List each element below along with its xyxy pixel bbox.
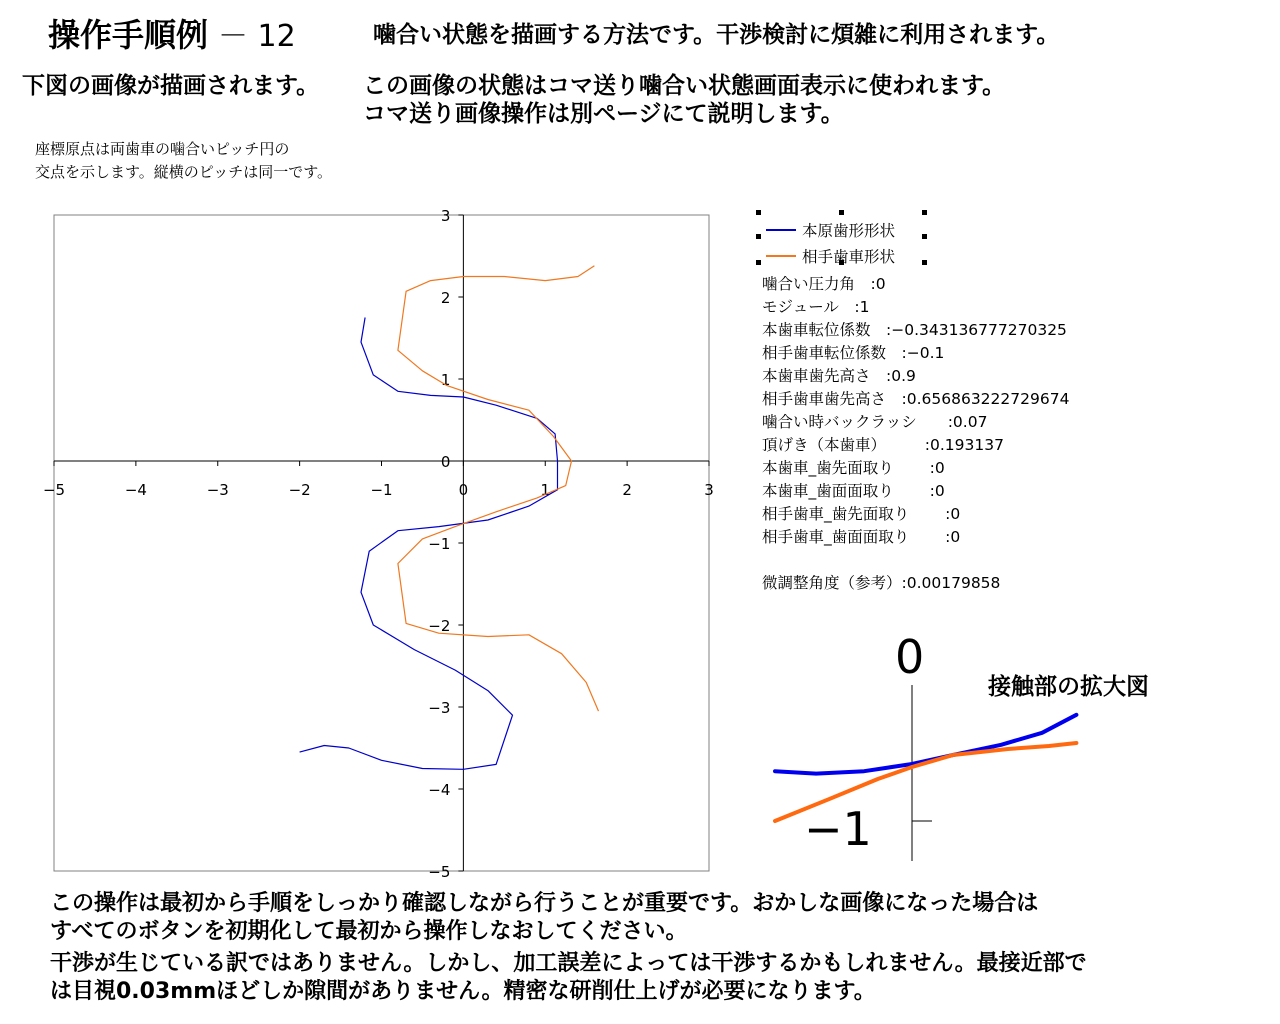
legend-line-base xyxy=(766,229,796,231)
legend-label-mate: 相手歯車形状 xyxy=(802,248,896,266)
param-module: モジュール :1 xyxy=(762,298,870,316)
y-tick-label: 0 xyxy=(440,453,451,471)
footer-p1-line2: すべてのボタンを初期化して最初から操作しなおしてください。 xyxy=(50,919,688,944)
x-tick-label: −2 xyxy=(288,481,311,499)
param-mate-tip-chamfer: 相手歯車_歯先面取り :0 xyxy=(762,505,961,523)
param-pressure-angle: 噛合い圧力角 :0 xyxy=(762,275,886,293)
legend-item-base xyxy=(766,219,895,241)
x-tick-label: 3 xyxy=(704,481,714,499)
legend-item-mate xyxy=(766,245,895,267)
parameter-list xyxy=(762,273,1069,595)
y-tick-label: −5 xyxy=(428,863,451,881)
param-mate-shift-coef: 相手歯車転位係数 :−0.1 xyxy=(762,344,945,362)
zoom-chart xyxy=(770,625,1090,870)
zoom-title: 接触部の拡大図 xyxy=(988,674,1149,700)
x-tick-label: 1 xyxy=(540,481,551,499)
y-tick-label: −4 xyxy=(428,781,451,799)
note-line-1: 座標原点は両歯車の噛合いピッチ円の xyxy=(35,140,290,158)
legend-label-base: 本原歯形形状 xyxy=(802,222,896,240)
y-tick-label: 2 xyxy=(440,289,451,307)
intro-line-1b: この画像の状態はコマ送り噛合い状態画面表示に使われます。 xyxy=(363,73,1006,99)
x-tick-label: −1 xyxy=(370,481,393,499)
title-number: － 12 xyxy=(218,19,296,54)
legend-line-mate xyxy=(766,255,796,257)
zoom-label-top: 0 xyxy=(895,630,925,684)
param-clearance: 頂げき（本歯車） :0.193137 xyxy=(762,436,1004,454)
y-tick-label: 1 xyxy=(440,371,451,389)
note-line-2: 交点を示します。縦横のピッチは同一です。 xyxy=(35,163,333,181)
x-tick-label: −5 xyxy=(42,481,66,499)
param-tip-chamfer: 本歯車_歯先面取り :0 xyxy=(762,459,945,477)
footer-p1-line1: この操作は最初から手順をしっかり確認しながら行うことが重要です。おかしな画像になった場合は xyxy=(50,891,1039,916)
x-tick-label: 0 xyxy=(458,481,469,499)
param-flank-chamfer: 本歯車_歯面面取り :0 xyxy=(762,482,945,500)
y-tick-label: −1 xyxy=(428,535,451,553)
y-tick-label: −3 xyxy=(428,699,451,717)
param-addendum: 本歯車歯先高さ :0.9 xyxy=(762,367,916,385)
param-backlash: 噛合い時バックラッシ :0.07 xyxy=(762,413,988,431)
param-fine-angle: 微調整角度（参考）:0.00179858 xyxy=(762,574,1001,592)
x-tick-label: 2 xyxy=(622,481,632,499)
intro-line-1a: 下図の画像が描画されます。 xyxy=(22,73,320,99)
footer-p2-line1: 干渉が生じている訳ではありません。しかし、加工誤差によっては干渉するかもしれません。最接近部で xyxy=(50,951,1087,976)
title-text: 操作手順例 xyxy=(48,16,209,54)
chart-legend[interactable] xyxy=(756,210,926,266)
intro-line-2: コマ送り画像操作は別ページにて説明します。 xyxy=(363,101,844,127)
x-tick-label: −3 xyxy=(206,481,229,499)
y-tick-label: 3 xyxy=(440,207,451,225)
param-mate-addendum: 相手歯車歯先高さ :0.656863222729674 xyxy=(762,390,1070,408)
x-tick-label: −4 xyxy=(124,481,147,499)
title-description: 噛合い状態を描画する方法です。干渉検討に煩雑に利用されます。 xyxy=(373,22,1060,48)
param-spacer xyxy=(762,549,1069,572)
param-mate-flank-chamfer: 相手歯車_歯面面取り :0 xyxy=(762,528,961,546)
y-tick-label: −2 xyxy=(428,617,451,635)
param-shift-coef: 本歯車転位係数 :−0.343136777270325 xyxy=(762,321,1067,339)
zoom-label-bottom: −1 xyxy=(804,802,872,856)
footer-p2-line2: は目視0.03mmほどしか隙間がありません。精密な研削仕上げが必要になります。 xyxy=(50,979,876,1004)
